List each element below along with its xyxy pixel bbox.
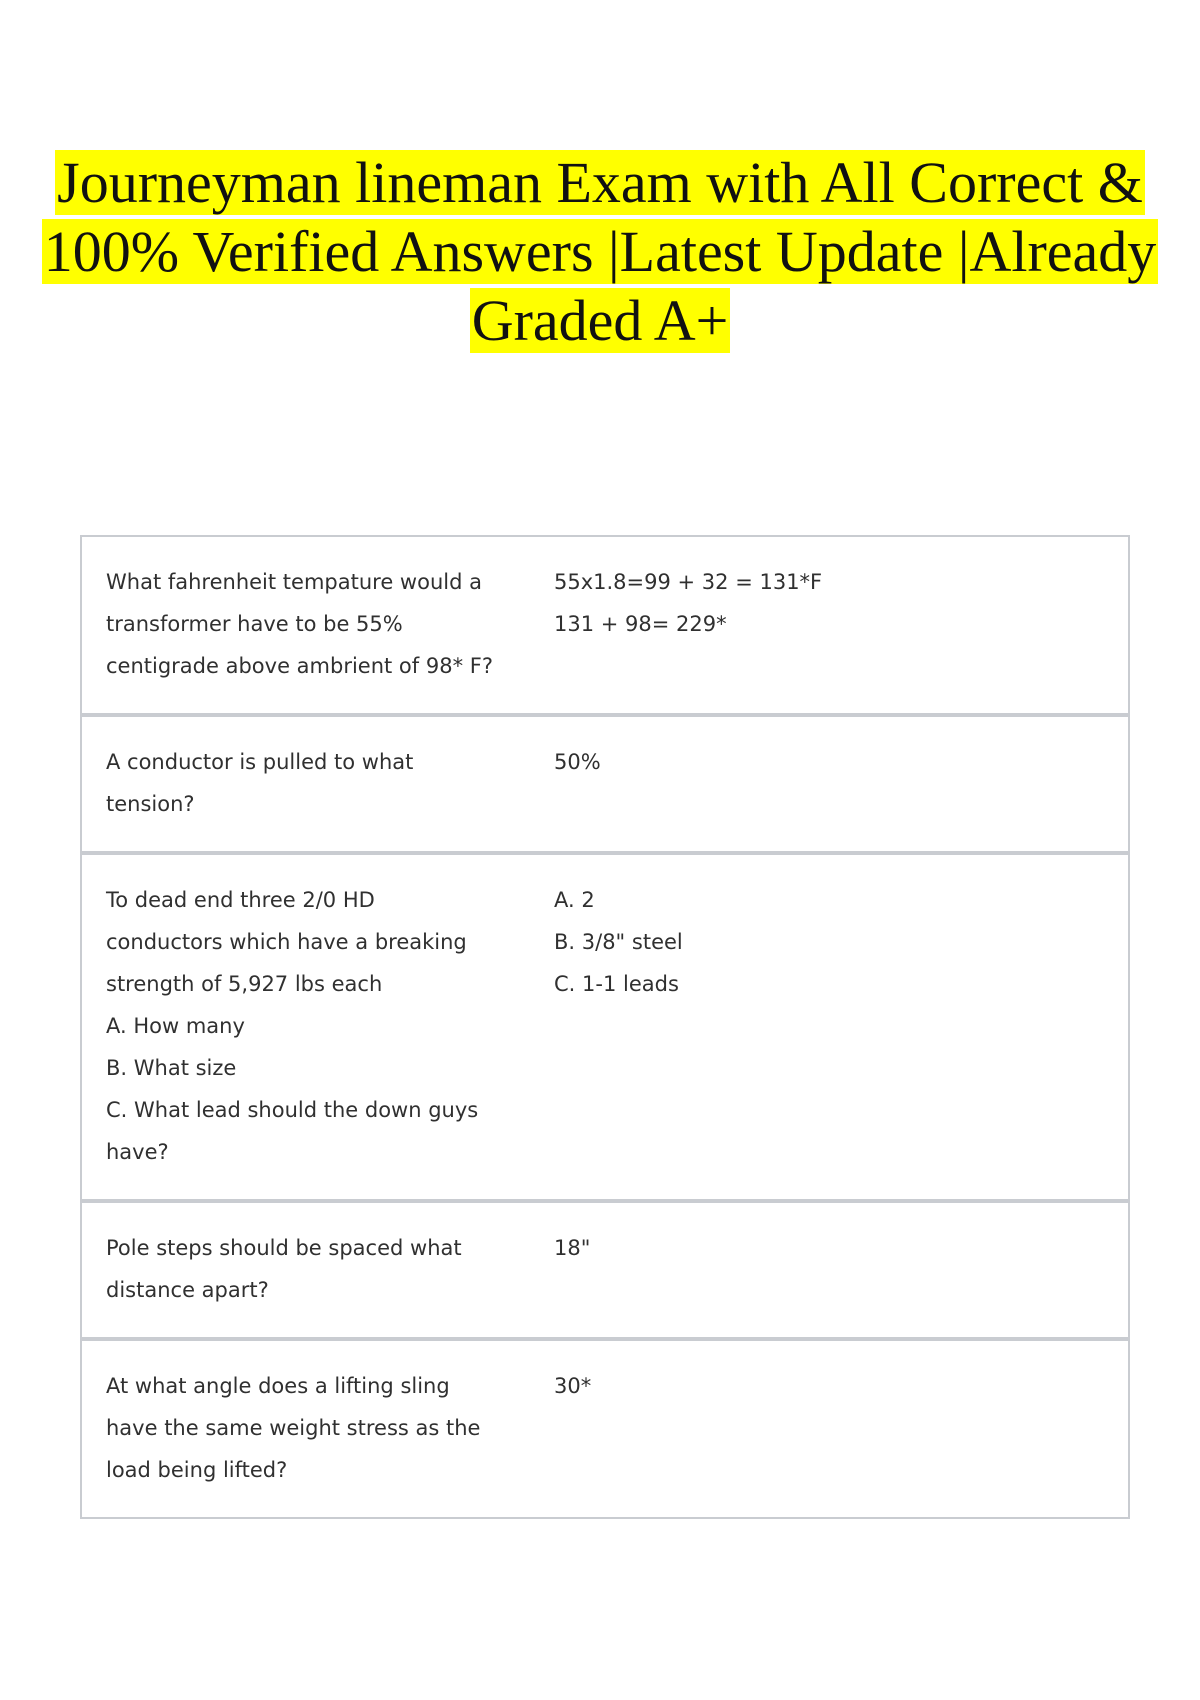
title-line-3: Graded A+ bbox=[471, 288, 729, 353]
flashcard-question: What fahrenheit tempature would a transformer have to be 55% centigrade above ambrient of 98* F? bbox=[106, 570, 493, 678]
answer-line: A. 2 bbox=[554, 888, 595, 912]
flashcard-answer bbox=[554, 561, 1104, 687]
flashcard bbox=[80, 1338, 1130, 1519]
title-line-1: Journeyman lineman Exam with All Correct & bbox=[57, 150, 1143, 215]
flashcard bbox=[80, 714, 1130, 853]
document-title bbox=[40, 148, 1160, 355]
flashcard-question: A conductor is pulled to what tension? bbox=[106, 750, 414, 816]
answer-line: 50% bbox=[554, 750, 601, 774]
flashcard bbox=[80, 852, 1130, 1201]
flashcard-list bbox=[80, 535, 1130, 1519]
flashcard-question: Pole steps should be spaced what distance apart? bbox=[106, 1236, 462, 1302]
flashcard-question: At what angle does a lifting sling have the same weight stress as the load being lifted? bbox=[106, 1374, 481, 1482]
flashcard-answer bbox=[554, 741, 1104, 825]
flashcard bbox=[80, 535, 1130, 715]
title-line-2: 100% Verified Answers |Latest Update |Already bbox=[43, 219, 1157, 284]
flashcard bbox=[80, 1200, 1130, 1339]
flashcard-answer bbox=[554, 1227, 1104, 1311]
answer-line: C. 1-1 leads bbox=[554, 972, 679, 996]
answer-line: 55x1.8=99 + 32 = 131*F bbox=[554, 570, 823, 594]
flashcard-question: To dead end three 2/0 HD conductors which have a breaking strength of 5,927 lbs each A. How many B. What size C. What lead should the down guys have? bbox=[106, 888, 479, 1164]
answer-line: 131 + 98= 229* bbox=[554, 612, 727, 636]
flashcard-answer bbox=[554, 1365, 1104, 1491]
answer-line: B. 3/8" steel bbox=[554, 930, 683, 954]
answer-line: 18" bbox=[554, 1236, 591, 1260]
flashcard-answer bbox=[554, 879, 1104, 1173]
answer-line: 30* bbox=[554, 1374, 592, 1398]
